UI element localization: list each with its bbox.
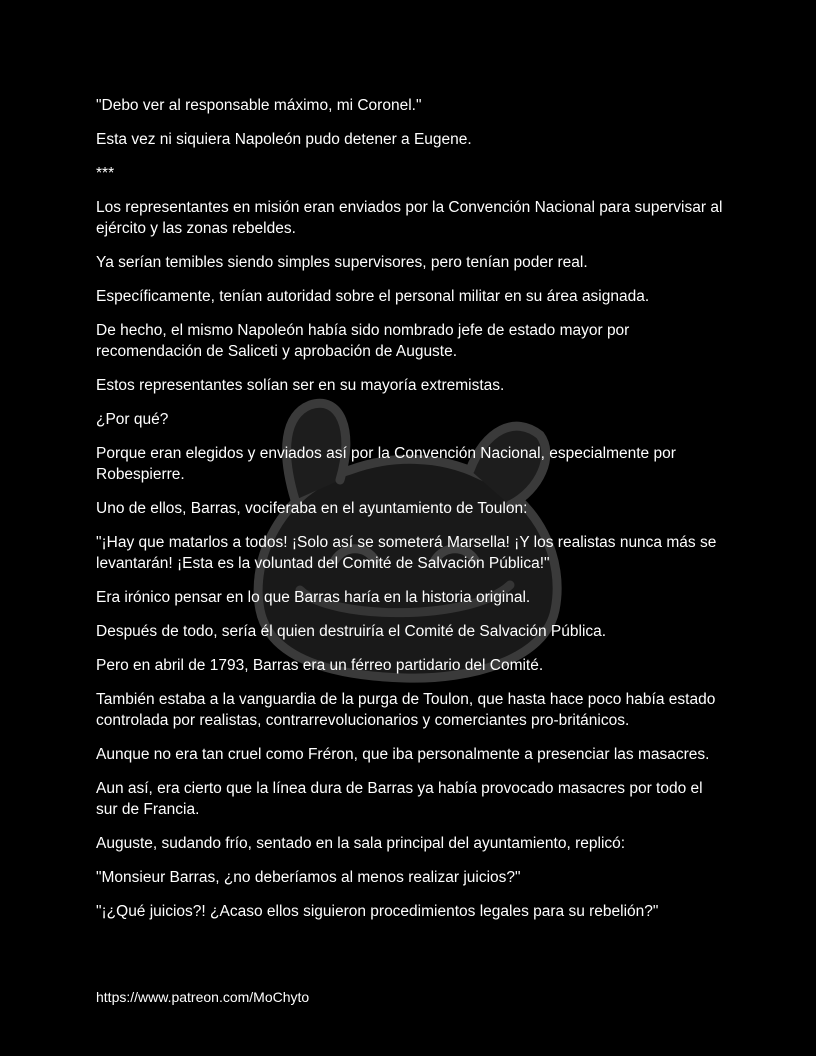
paragraph: "¡¿Qué juicios?! ¿Acaso ellos siguieron procedimientos legales para su rebelión?": [96, 903, 659, 920]
paragraph: De hecho, el mismo Napoleón había sido nombrado jefe de estado mayor por recomendación de Saliceti y aprobación de Auguste.: [96, 322, 630, 360]
paragraph: Pero en abril de 1793, Barras era un férreo partidario del Comité.: [96, 657, 544, 674]
patreon-link[interactable]: https://www.patreon.com/MoChyto: [96, 989, 310, 1005]
paragraph: Aun así, era cierto que la línea dura de Barras ya había provocado masacres por todo el sur de Francia.: [96, 780, 703, 818]
paragraph: Los representantes en misión eran enviados por la Convención Nacional para supervisar al ejército y las zonas rebeldes.: [96, 199, 723, 237]
document-body: [96, 95, 724, 935]
paragraph: Después de todo, sería él quien destruiría el Comité de Salvación Pública.: [96, 623, 607, 640]
paragraph: Estos representantes solían ser en su mayoría extremistas.: [96, 377, 505, 394]
paragraph: Esta vez ni siquiera Napoleón pudo detener a Eugene.: [96, 131, 472, 148]
section-separator: ***: [96, 165, 115, 182]
paragraph: "Monsieur Barras, ¿no deberíamos al menos realizar juicios?": [96, 869, 521, 886]
paragraph: Específicamente, tenían autoridad sobre el personal militar en su área asignada.: [96, 288, 650, 305]
paragraph: Era irónico pensar en lo que Barras haría en la historia original.: [96, 589, 531, 606]
paragraph: Porque eran elegidos y enviados así por la Convención Nacional, especialmente por Robespierre.: [96, 445, 676, 483]
paragraph: Aunque no era tan cruel como Fréron, que iba personalmente a presenciar las masacres.: [96, 746, 710, 763]
paragraph: También estaba a la vanguardia de la purga de Toulon, que hasta hace poco había estado controlada por realistas, contrarrevolucionarios y comerciantes pro-británicos.: [96, 691, 716, 729]
paragraph: "Debo ver al responsable máximo, mi Coronel.": [96, 97, 422, 114]
paragraph: Auguste, sudando frío, sentado en la sala principal del ayuntamiento, replicó:: [96, 835, 626, 852]
paragraph: "¡Hay que matarlos a todos! ¡Solo así se someterá Marsella! ¡Y los realistas nunca más se levantarán! ¡Esta es la voluntad del Comité de Salvación Pública!": [96, 534, 717, 572]
paragraph: Uno de ellos, Barras, vociferaba en el ayuntamiento de Toulon:: [96, 500, 528, 517]
paragraph: Ya serían temibles siendo simples supervisores, pero tenían poder real.: [96, 254, 588, 271]
paragraph: ¿Por qué?: [96, 411, 169, 428]
